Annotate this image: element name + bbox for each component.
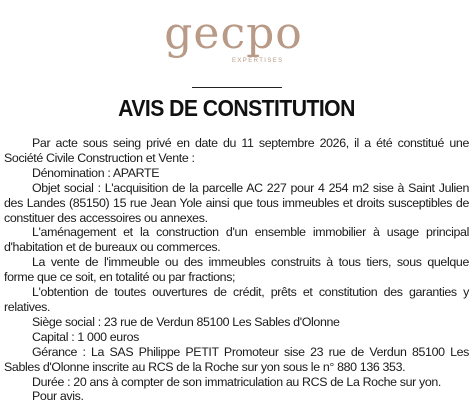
paragraph-denomination: Dénomination : APARTE bbox=[32, 165, 160, 180]
paragraph-pour-avis: Pour avis. bbox=[32, 389, 84, 404]
paragraph-intro: Par acte sous seing privé en date du 11 septembre 2026, il a été constitué une Société Civile Construction et Vente : bbox=[4, 136, 469, 165]
logo-wordmark: gecpo bbox=[164, 8, 303, 59]
paragraph-duree: Durée : 20 ans à compter de son immatriculation au RCS de La Roche sur yon. bbox=[32, 374, 442, 389]
logo-tagline: EXPERTISES bbox=[232, 58, 284, 64]
paragraph-siege-social: Siège social : 23 rue de Verdun 85100 Les Sables d'Olonne bbox=[32, 314, 340, 329]
title-divider bbox=[192, 87, 282, 88]
paragraph-objet-social: Objet social : L'acquisition de la parcelle AC 227 pour 4 254 m2 sise à Saint Julien des Landes (85150) 15 rue Jean Yole ainsi que tous immeubles et droits susceptibles de constituer des accessoires ou annexes. bbox=[4, 180, 469, 225]
paragraph-amenagement: L'aménagement et la construction d'un ensemble immobilier à usage principal d'habitation et de bureaux ou commerces. bbox=[4, 225, 469, 255]
paragraph-credit: L'obtention de toutes ouvertures de crédit, prêts et constitution des garanties y relatives. bbox=[4, 285, 469, 314]
paragraph-gerance: Gérance : La SAS Philippe PETIT Promoteur sise 23 rue de Verdun 85100 Les Sables d'Olonne inscrite au RCS de la Roche sur yon sous le n° 880 136 353. bbox=[4, 344, 469, 374]
notice-title: AVIS DE CONSTITUTION bbox=[118, 95, 355, 121]
gecpo-logo bbox=[0, 8, 473, 74]
paragraph-capital: Capital : 1 000 euros bbox=[32, 329, 139, 344]
paragraph-vente: La vente de l'immeuble ou des immeubles construits à tous tiers, sous quelque forme que ce soit, en totalité ou par fractions; bbox=[4, 255, 469, 285]
notice-body bbox=[4, 136, 469, 404]
